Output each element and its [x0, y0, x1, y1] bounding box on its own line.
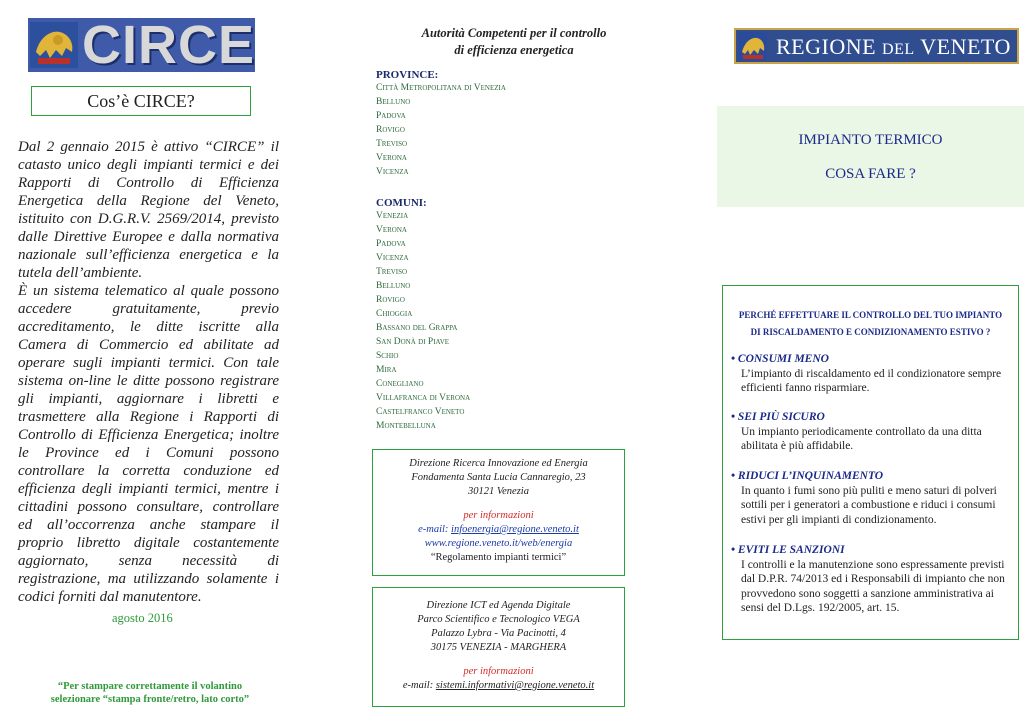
- list-item: Rovigo: [376, 295, 405, 305]
- list-item: Treviso: [376, 267, 408, 277]
- benefit-item: [731, 543, 1016, 616]
- benefit-heading: • RIDUCI L’INQUINAMENTO: [731, 470, 884, 482]
- email-line: [373, 523, 624, 537]
- print-note: [20, 680, 280, 706]
- province-list: [376, 69, 506, 179]
- energy-email-link[interactable]: infoenergia@regione.veneto.it: [451, 524, 579, 535]
- publication-date: agosto 2016: [112, 611, 173, 625]
- list-item: Città Metropolitana di Venezia: [376, 83, 506, 93]
- benefit-text: I controlli e la manutenzione sono espressamente previsti dal D.P.R. 74/2013 ed i Responsabili di impianto che non provvedono sono soggetti a sanzione amministrativa ai sensi del D.Lgs. 192/2005, art. 15.: [741, 558, 1005, 614]
- energy-office-contact: [372, 449, 625, 576]
- benefit-heading: • SEI PIÙ SICURO: [731, 411, 825, 423]
- cover-title-box: [717, 106, 1024, 207]
- comuni-heading: COMUNI:: [376, 197, 427, 209]
- logo-text-veneto: VENETO: [914, 34, 1011, 59]
- comuni-list: [376, 197, 470, 433]
- list-item: Bassano del Grappa: [376, 323, 458, 333]
- circe-description: [18, 138, 279, 606]
- list-item: Treviso: [376, 139, 408, 149]
- regione-veneto-logo-text: [776, 32, 1011, 65]
- office-address: Fondamenta Santa Lucia Cannaregio, 23: [411, 472, 586, 483]
- office-name: Direzione Ricerca Innovazione ed Energia: [409, 458, 588, 469]
- energy-website-link[interactable]: www.regione.veneto.it/web/energia: [424, 538, 573, 549]
- print-note-line-2: selezionare “stampa fronte/retro, lato corto”: [50, 694, 250, 705]
- why-check-box: [722, 285, 1019, 640]
- list-item: Vicenza: [376, 167, 409, 177]
- why-check-title-line-2: DI RISCALDAMENTO E CONDIZIONAMENTO ESTIVO ?: [750, 327, 991, 337]
- info-label: per informazioni: [463, 666, 534, 677]
- list-item: Schio: [376, 351, 399, 361]
- benefit-item: [731, 352, 1016, 396]
- benefit-text: In quanto i fumi sono più puliti e meno saturi di polveri sottili per i generatori a combustione e riduci i consumi estivi per gli impianti di condizionamento.: [741, 484, 997, 526]
- authorities-title-line-2: di efficienza energetica: [454, 43, 574, 57]
- office-address: Palazzo Lybra - Via Pacinotti, 4: [431, 628, 566, 639]
- office-name: Direzione ICT ed Agenda Digitale: [426, 600, 571, 611]
- info-label: per informazioni: [463, 510, 534, 521]
- benefit-text: Un impianto periodicamente controllato da una ditta abilitata è più affidabile.: [741, 425, 982, 452]
- list-item: San Donà di Piave: [376, 337, 450, 347]
- circe-logo-text: CIRCE: [82, 15, 256, 75]
- list-item: Venezia: [376, 211, 409, 221]
- benefit-item: [731, 410, 1016, 454]
- authorities-title: [372, 25, 656, 59]
- circe-logo: [28, 15, 256, 75]
- list-item: Rovigo: [376, 125, 405, 135]
- list-item: Verona: [376, 153, 407, 163]
- list-item: Padova: [376, 239, 406, 249]
- office-city: 30121 Venezia: [468, 486, 529, 497]
- what-is-circe-heading: Cos’è CIRCE?: [31, 86, 251, 116]
- list-item: Vicenza: [376, 253, 409, 263]
- benefit-item: [731, 469, 1016, 527]
- list-item: Verona: [376, 225, 407, 235]
- list-item: Villafranca di Verona: [376, 393, 471, 403]
- description-paragraph-2: È un sistema telematico al quale possono accedere gratuitamente, previo accreditamento, le ditte iscritte alla Camera di Commercio ed abilitate ad operare sugli impianti termici. Con tale sistema on-line le ditte possono registrare gli impianti, aggiornare i libretti e trasmettere alla Regione i Rapporti di Controllo di Efficienza Energetica; inoltre le Province ed i Comuni possono controllare la corretta conduzione ed efficienza degli impianti termici, mentre i cittadini possono consultare, controllare ed all’occorrenza anche stampare il proprio libretto digitale costantemente aggiornato, senza necessità di registrazione, ma utilizzando solamente i codici forniti dal manutentore.: [18, 283, 279, 605]
- why-check-title-line-1: PERCHÉ EFFETTUARE IL CONTROLLO DEL TUO IMPIANTO: [738, 310, 1003, 320]
- list-item: Belluno: [376, 97, 411, 107]
- list-item: Montebelluna: [376, 421, 436, 431]
- ict-email-link[interactable]: sistemi.informativi@regione.veneto.it: [435, 680, 595, 691]
- regione-veneto-logo: [734, 28, 1019, 64]
- list-item: Belluno: [376, 281, 411, 291]
- description-paragraph-1: Dal 2 gennaio 2015 è attivo “CIRCE” il catasto unico degli impianti termici e dei Rapporti di Controllo di Efficienza Energetica della Regione del Veneto, istituito con D.G.R.V. 2569/2014, previsto dalle Direttive Europee e dalla normativa nazionale sull’efficienza energetica e la tutela dell’ambiente.: [18, 139, 279, 281]
- province-heading: PROVINCE:: [376, 69, 439, 81]
- cover-title-line-2: COSA FARE ?: [825, 166, 916, 182]
- winged-lion-icon: [739, 32, 767, 61]
- list-item: Castelfranco Veneto: [376, 407, 465, 417]
- benefit-text: L’impianto di riscaldamento ed il condizionatore sempre efficienti fanno risparmiare.: [741, 367, 1002, 394]
- why-check-title: [723, 307, 1018, 341]
- ict-office-contact: [372, 587, 625, 707]
- email-label: e-mail:: [418, 524, 452, 535]
- cover-title-line-1: IMPIANTO TERMICO: [798, 132, 943, 148]
- list-item: Padova: [376, 111, 406, 121]
- list-item: Conegliano: [376, 379, 424, 389]
- winged-lion-icon: [30, 22, 78, 68]
- logo-text-regione: REGIONE: [776, 34, 883, 59]
- office-city: 30175 VENEZIA - MARGHERA: [430, 642, 567, 653]
- office-park: Parco Scientifico e Tecnologico VEGA: [417, 614, 580, 625]
- logo-text-del: DEL: [882, 41, 915, 58]
- benefit-heading: • EVITI LE SANZIONI: [731, 544, 845, 556]
- email-line: [373, 679, 624, 693]
- list-item: Mira: [376, 365, 397, 375]
- print-note-line-1: “Per stampare correttamente il volantino: [57, 681, 243, 692]
- authorities-title-line-1: Autorità Competenti per il controllo: [421, 26, 607, 40]
- regulation-link[interactable]: “Regolamento impianti termici”: [430, 552, 567, 563]
- email-label: e-mail:: [402, 680, 436, 691]
- list-item: Chioggia: [376, 309, 413, 319]
- benefit-heading: • CONSUMI MENO: [731, 353, 829, 365]
